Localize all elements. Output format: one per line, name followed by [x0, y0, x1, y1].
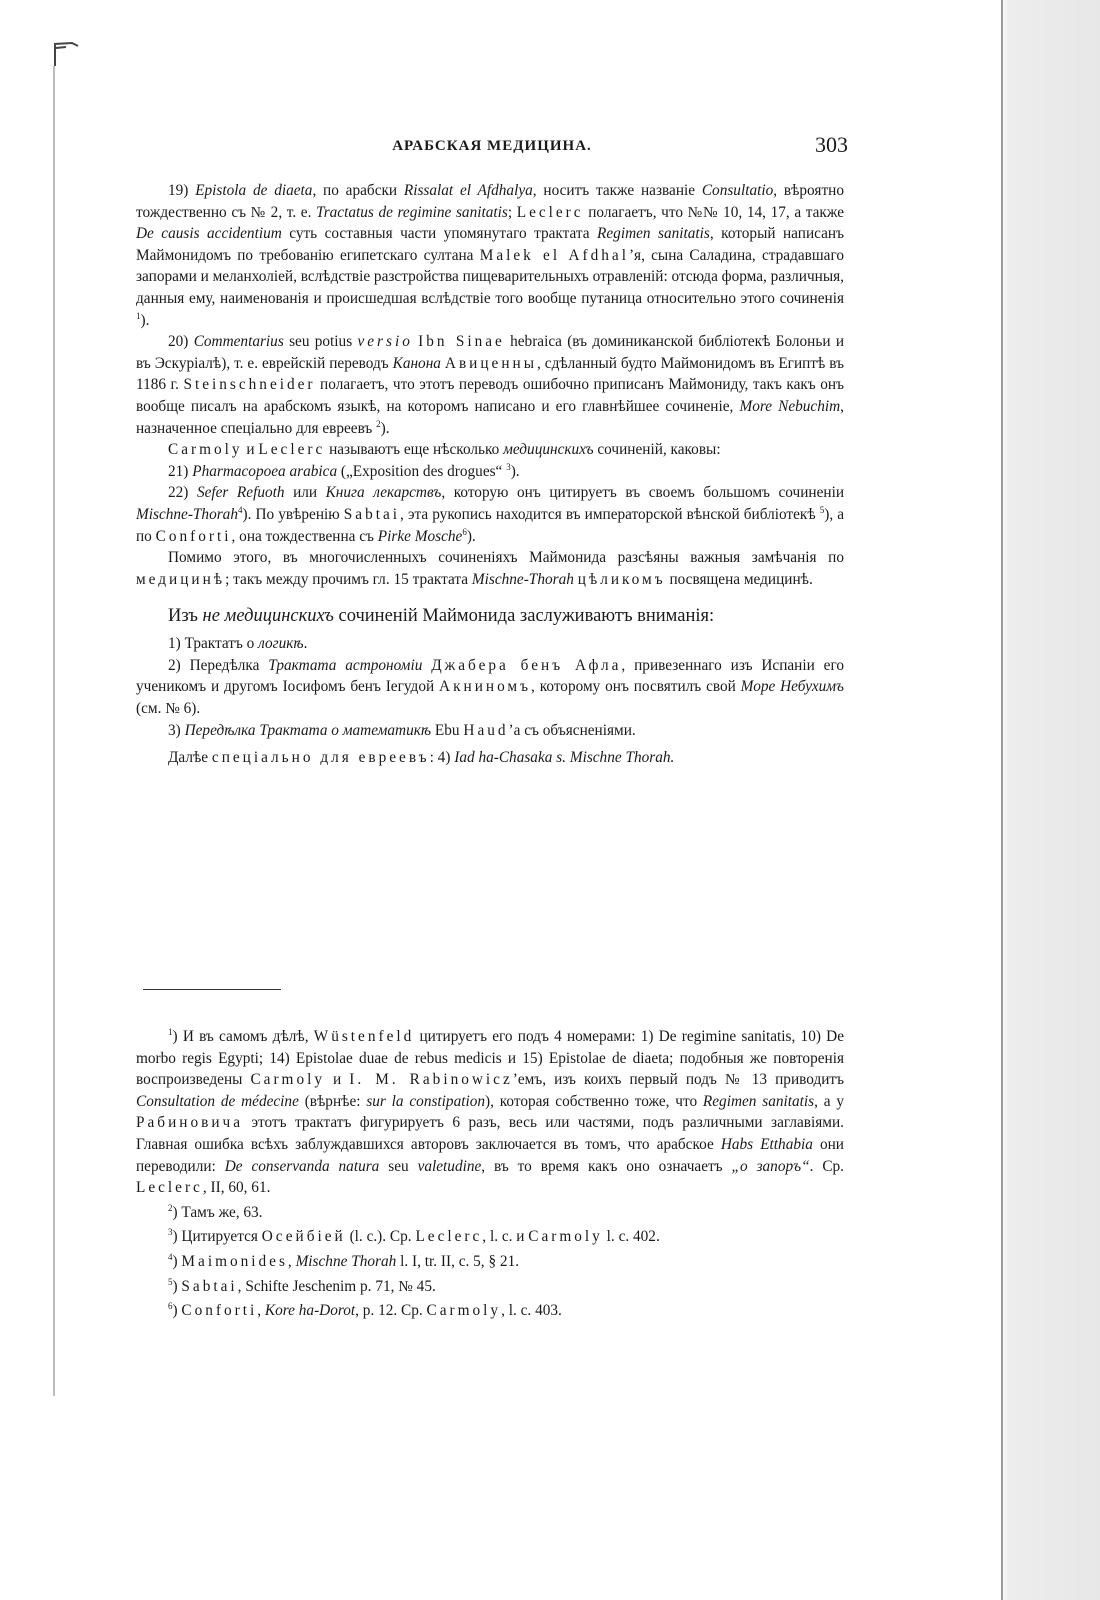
text-run: Commentarius	[193, 333, 284, 351]
text-run: . Ср.	[809, 1157, 844, 1175]
text-run: Habs Etthabia	[720, 1135, 813, 1153]
text-run: 20)	[168, 333, 194, 351]
text-run: ’я, сына Саладина, страдавшаго запорами и меланхоліей, вслѣдствіе разстройства пищеварительныхъ отравленій: отсюда форма, различныя, данныя ему, наименованія и происшедшая вслѣдствіе того вообще путаница относительно этого сочиненія	[136, 246, 844, 307]
text-run: Море Небухимъ	[740, 678, 844, 696]
text-run: 21)	[168, 462, 193, 480]
paragraph-mathematics	[136, 720, 844, 742]
text-run: , которому онъ посвятилъ свой	[531, 678, 741, 696]
text-run: (l. c.). Ср.	[345, 1228, 416, 1246]
text-run: медицинѣ	[136, 570, 226, 588]
text-run: или	[284, 484, 326, 502]
text-run: Канона	[392, 354, 441, 372]
text-run: 2) Передѣлка	[168, 656, 269, 674]
text-run: называютъ еще нѣсколько	[325, 441, 504, 459]
text-run: не медицинскихъ	[202, 606, 334, 627]
footnote-marker: 1	[136, 310, 141, 321]
text-run: Sefer Refuoth	[196, 484, 285, 502]
text-run: этотъ трактатъ фигурируетъ 6 разъ, весь или частями, подъ различными заглавіями. Главная ошибка всѣхъ заблуждавшихся авторовъ заключается въ томъ, что арабское	[136, 1114, 844, 1153]
paragraph-astronomy	[136, 655, 844, 720]
text-run: , l. c. и	[482, 1228, 529, 1246]
text-run: ).	[466, 527, 476, 545]
text-run: Rissalat el Afdhalya	[403, 182, 533, 199]
text-run: Ebu	[431, 721, 464, 739]
text-run: , а у	[814, 1092, 844, 1110]
running-head	[142, 132, 848, 158]
text-run: Leclerc	[516, 203, 584, 221]
text-run: суть составныя части упомянутаго трактата	[281, 225, 598, 243]
text-run: Carmoly	[250, 1071, 325, 1089]
text-run: De conservanda natura	[224, 1157, 380, 1175]
text-run: медицинскихъ	[503, 441, 594, 459]
paragraph-medical-remarks	[136, 547, 844, 590]
text-run: , по арабски	[312, 182, 404, 199]
footnote-marker: 5	[168, 1276, 173, 1287]
text-run: Maimonides	[181, 1252, 288, 1270]
text-run: hebraica (въ доминиканской библіотекѣ Болоньи и въ Эскуріалѣ), т. е. еврейскій переводъ	[136, 333, 845, 372]
text-run: Mischne-Thorah	[471, 570, 574, 588]
text-run: ).	[510, 462, 520, 480]
running-title: АРАБСКАЯ МЕДИЦИНА.	[392, 138, 592, 154]
text-run: и	[242, 441, 259, 459]
text-run: Ibn Sinae	[418, 333, 505, 351]
footnote-marker: 2	[168, 1202, 173, 1213]
text-run: , Schifte Jeschenim p. 71, № 45.	[237, 1277, 436, 1295]
text-run: Tractatus de regimine sanitatis	[316, 203, 508, 221]
footnote-5	[136, 1276, 844, 1298]
footnotes	[136, 1026, 844, 1325]
paragraph-21-pharmacopoea	[136, 461, 844, 483]
text-run: Pharmacopoea arabica	[192, 462, 338, 480]
text-run: De causis accidentium	[136, 225, 282, 243]
text-run: )	[172, 1302, 182, 1320]
text-run: Передѣлка Трактата о математикѣ	[184, 721, 432, 739]
text-run: Изъ	[168, 606, 203, 627]
text-run: и	[325, 1071, 350, 1089]
text-run: versio	[357, 333, 413, 351]
text-run: )	[172, 1252, 182, 1270]
text-run: )	[172, 1277, 182, 1295]
text-run: они переводили:	[136, 1135, 844, 1175]
paragraph-19-epistola	[136, 180, 844, 331]
text-run: спеціально для евреевъ	[211, 749, 430, 767]
paragraph-carmoly-leclerc	[136, 439, 844, 461]
text-run: ,	[257, 1302, 265, 1320]
text-run: Sabtai	[343, 505, 401, 523]
text-run: (см. № 6).	[136, 700, 201, 718]
text-run: .	[303, 635, 308, 653]
text-run: Carmoly	[426, 1302, 502, 1320]
footnote-marker: 6	[168, 1301, 173, 1312]
text-run: seu	[379, 1157, 418, 1175]
text-run: ) И въ самомъ дѣлѣ,	[172, 1028, 314, 1045]
text-run: valetudine	[417, 1157, 482, 1175]
page-edge-shadow	[1000, 0, 1100, 1600]
text-run: ;	[507, 203, 517, 221]
footnote-2	[136, 1202, 844, 1224]
text-run: Steinschneider	[183, 376, 316, 394]
text-run: Sabtai	[181, 1277, 238, 1295]
text-run: 19)	[168, 182, 196, 199]
text-run: I. M. Rabinowicz	[349, 1071, 513, 1089]
text-run: Акниномъ	[439, 678, 532, 696]
text-run: Leclerc	[136, 1179, 203, 1197]
text-run: : 4)	[429, 749, 455, 767]
footnote-separator	[143, 989, 281, 990]
text-run: Wüstenfeld	[313, 1028, 415, 1045]
text-run: Carmoly	[168, 441, 243, 459]
text-run: , p. 12. Ср.	[355, 1302, 427, 1320]
text-run: , который написанъ Маймонидомъ по требованію египетскаго султана	[136, 225, 845, 264]
text-run: Книга лекарствъ	[325, 484, 442, 502]
paragraph-for-jews	[136, 747, 844, 769]
text-run: , носитъ также названіе	[532, 182, 702, 199]
footnote-4	[136, 1251, 844, 1273]
text-run: , вѣроятно тождественно съ № 2, т. е.	[136, 182, 844, 221]
text-run: Mischne-Thorah	[136, 505, 238, 523]
text-run: цѣликомъ	[577, 570, 666, 588]
footnote-marker: 6	[462, 526, 467, 537]
text-run: ,	[287, 1252, 296, 1270]
text-run: , которую онъ цитируетъ въ своемъ большомъ сочиненіи	[441, 484, 845, 502]
footnote-1	[136, 1026, 844, 1199]
text-run: („Exposition des drogues“	[337, 462, 507, 480]
text-run: посвящена медицинѣ.	[665, 570, 813, 588]
text-run: l. c. 402.	[602, 1228, 660, 1246]
paragraph-logic	[136, 633, 844, 655]
text-run: ; такъ между прочимъ гл. 15 трактата	[225, 570, 472, 588]
text-run: ).	[380, 419, 390, 437]
text-run: Осейбіей	[261, 1228, 346, 1246]
text-run	[422, 657, 431, 674]
text-run: , она тождественна съ	[231, 527, 378, 545]
page-edge-line	[1001, 0, 1003, 1600]
text-run: ). По увѣренію	[242, 505, 344, 523]
text-run: Трактата астрономіи	[268, 656, 423, 674]
text-run: 22)	[168, 484, 197, 502]
text-run: Haud	[463, 721, 509, 739]
text-run: Kore ha-Dorot	[264, 1302, 356, 1320]
text-run: Авиценны	[444, 354, 537, 372]
text-run: логикѣ	[258, 635, 304, 653]
text-run: Conforti	[181, 1302, 258, 1320]
text-run: Regimen sanitatis	[597, 225, 710, 243]
text-run: ).	[140, 311, 150, 329]
text-run: Mischne Thorah	[295, 1252, 397, 1270]
text-run: Consultatio	[701, 182, 774, 199]
text-run: , сдѣланный будто Маймонидомъ въ Египтѣ въ 1186 г.	[136, 354, 845, 394]
text-run: ) Тамъ же, 63.	[172, 1203, 263, 1221]
text-run: seu potius	[283, 333, 358, 351]
text-run: , въ то время какъ оно означаетъ	[481, 1157, 732, 1175]
text-run: Malek el Afdhal	[479, 246, 629, 264]
text-run: полагаетъ, что №№ 10, 14, 17, а также	[583, 203, 844, 221]
text-run: (вѣрнѣе:	[298, 1092, 367, 1110]
text-run: Iad ha-Chasaka s. Mischne Thorah.	[454, 749, 675, 767]
text-run: ), которая собственно тоже, что	[485, 1092, 703, 1110]
footnote-marker: 5	[819, 504, 825, 515]
text-run: Regimen sanitatis	[702, 1092, 815, 1110]
text-run: Помимо этого, въ многочисленныхъ сочиненіяхъ Маймонида разсѣяны важныя замѣчанія по	[168, 549, 844, 567]
body-text	[136, 180, 844, 769]
text-run: More Nebuchim	[739, 397, 841, 415]
page-left-rule	[53, 66, 55, 1396]
text-run: ’емъ, изъ коихъ первый подъ № 13 приводитъ	[512, 1071, 845, 1089]
page-number: 303	[815, 132, 848, 157]
text-run: Epistola de diaeta	[195, 182, 313, 199]
text-run: , эта рукопись находится въ императорской вѣнской библіотекѣ	[400, 505, 820, 523]
text-run: sur la constipation	[366, 1092, 486, 1110]
text-run: Pirke Mosche	[377, 527, 463, 545]
text-run: Leclerc	[415, 1228, 483, 1246]
scan-artifact	[52, 40, 122, 68]
text-run: Далѣе	[168, 749, 212, 767]
text-run: , II, 60, 61.	[202, 1179, 271, 1197]
text-run: Carmoly	[528, 1228, 603, 1246]
footnote-marker: 4	[168, 1251, 173, 1262]
text-run: ) Цитируется	[172, 1228, 262, 1246]
text-run: , привезеннаго изъ Испаніи его ученикомъ и другомъ Іосифомъ бенъ Іегудой	[136, 656, 844, 696]
text-run: ’а съ объясненіями.	[508, 721, 636, 739]
footnote-marker: 1	[168, 1026, 173, 1037]
footnote-marker: 3	[506, 461, 511, 472]
text-run: „о запоръ“	[731, 1157, 810, 1175]
text-run: ), а по	[136, 505, 844, 545]
text-run: сочиненій, каковы:	[593, 441, 721, 459]
text-run: сочиненій Маймонида заслуживаютъ вниманія:	[333, 606, 715, 627]
text-run: , l. c. 403.	[501, 1302, 562, 1320]
text-run: 1) Трактатъ о	[168, 635, 259, 653]
paragraph-20-commentarius	[136, 331, 844, 439]
text-run: полагаетъ, что этотъ переводъ ошибочно приписанъ Маймониду, такъ какъ онъ вообще писалъ на арабскомъ языкѣ, на которомъ написано и его главнѣйшее сочиненіе,	[136, 376, 844, 415]
footnote-marker: 4	[237, 504, 243, 515]
paragraph-non-medical-heading	[136, 604, 844, 629]
text-run: l. I, tr. II, c. 5, § 21.	[396, 1252, 520, 1270]
footnote-3	[136, 1226, 844, 1248]
footnote-6	[136, 1300, 844, 1322]
footnote-marker: 2	[376, 418, 381, 429]
text-run: Consultation de médecine	[136, 1092, 299, 1110]
paragraph-22-sefer-refuoth	[136, 482, 844, 547]
text-run: , назначенное спеціально для евреевъ	[136, 397, 844, 437]
text-run: Leclerc	[258, 441, 326, 459]
text-run: Джабера бенъ Афла	[431, 656, 622, 674]
footnote-marker: 3	[168, 1227, 173, 1238]
text-run: цитируетъ его подъ 4 номерами: 1) De regimine sanitatis, 10) De morbo regis Egypti; 14) Epistolae duae de rebus medicis и 15) Epistolae de diaeta; подобныя же повторенія воспроизведены	[136, 1028, 844, 1089]
text-run: Рабиновича	[136, 1114, 243, 1132]
text-run: Conforti	[155, 527, 232, 545]
text-run: 3)	[168, 721, 185, 739]
